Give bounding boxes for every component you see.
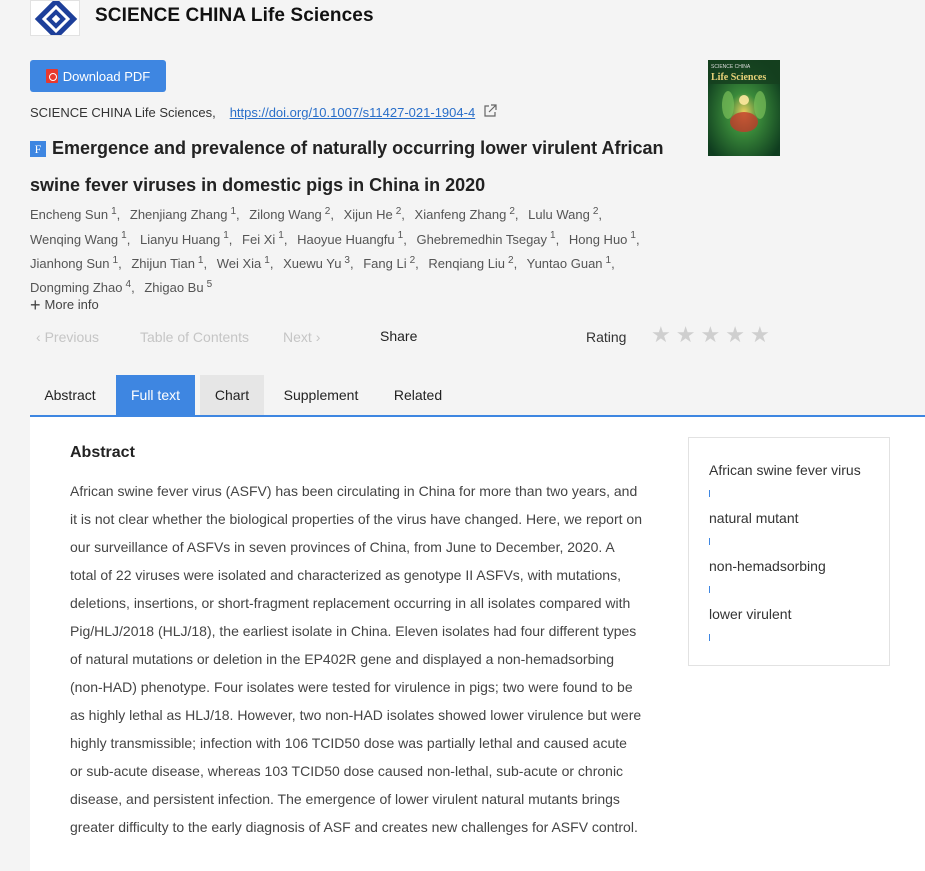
chevron-left-icon: ‹: [36, 329, 41, 345]
keyword-link[interactable]: lower virulent: [709, 606, 889, 654]
author-affiliation: 1: [550, 230, 556, 242]
author-name: Lianyu Huang: [139, 231, 221, 247]
author-link[interactable]: Fang Li $^2$,: [363, 254, 419, 271]
download-pdf-button[interactable]: [30, 60, 166, 92]
author-list: [30, 201, 650, 298]
author-affiliation: 1: [397, 230, 404, 242]
author-link[interactable]: Yuntao Guan $^1$,: [526, 254, 615, 271]
author-name: Encheng Sun: [30, 207, 109, 223]
author-name: Wei Xia: [216, 255, 262, 271]
next-label: Next: [283, 329, 312, 345]
author-link[interactable]: Fei Xi $^1$,: [242, 230, 288, 247]
author-link[interactable]: Xijun He $^2$,: [343, 206, 405, 223]
article-title: [30, 130, 690, 204]
author-name: Lulu Wang: [528, 207, 590, 223]
journal-title[interactable]: SCIENCE CHINA Life Sciences: [95, 5, 374, 26]
author-name: Zhenjiang Zhang: [129, 207, 228, 223]
author-name: Fei Xi: [242, 231, 276, 247]
author-link[interactable]: Encheng Sun $^1$,: [30, 206, 121, 223]
table-of-contents-link[interactable]: Table of Contents: [140, 329, 249, 345]
author-affiliation: 1: [230, 206, 237, 217]
author-name: Xijun He: [343, 207, 393, 223]
author-affiliation: 1: [197, 254, 204, 266]
tab-abstract[interactable]: Abstract: [44, 387, 96, 403]
author-link[interactable]: Ghebremedhin Tsegay $^1$,: [416, 230, 560, 247]
author-link[interactable]: Haoyue Huangfu $^1$,: [297, 230, 407, 247]
author-affiliation: 1: [278, 230, 284, 242]
keyword-link[interactable]: African swine fever virus: [709, 462, 889, 510]
author-affiliation: 3: [344, 254, 350, 266]
author-name: Wenqing Wang: [30, 231, 119, 247]
article-title-text: Emergence and prevalence of naturally occurring lower virulent African swine fever viruses in domestic pigs in China in 2020: [30, 138, 664, 195]
citation-journal: SCIENCE CHINA Life Sciences,: [30, 105, 216, 120]
download-pdf-label: Download PDF: [62, 68, 151, 84]
author-name: Hong Huo: [568, 231, 628, 247]
author-name: Renqiang Liu: [428, 255, 506, 271]
keyword-link[interactable]: non-hemadsorbing: [709, 558, 889, 606]
author-name: Xianfeng Zhang: [414, 207, 507, 223]
author-link[interactable]: Lianyu Huang $^1$,: [139, 230, 233, 247]
author-affiliation: 2: [324, 206, 331, 217]
author-link[interactable]: Zhijun Tian $^1$,: [131, 254, 208, 271]
doi-link[interactable]: https://doi.org/10.1007/s11427-021-1904-4: [229, 105, 476, 120]
author-link[interactable]: Xuewu Yu $^3$,: [283, 254, 354, 271]
author-affiliation: 5: [206, 278, 213, 290]
author-link[interactable]: Renqiang Liu $^2$,: [428, 254, 518, 271]
cover-title-main: Life Sciences: [711, 72, 767, 83]
article-nav: [0, 322, 925, 348]
author-affiliation: 4: [125, 278, 132, 290]
keyword-link[interactable]: natural mutant: [709, 510, 889, 558]
keywords-panel: [688, 437, 890, 666]
next-link[interactable]: [283, 329, 320, 345]
more-info-label: More info: [44, 297, 99, 312]
chevron-right-icon: ›: [315, 329, 321, 345]
rating-label: Rating: [586, 329, 627, 345]
star-icon[interactable]: ★: [651, 322, 671, 347]
author-link[interactable]: Xianfeng Zhang $^2$,: [414, 206, 519, 223]
abstract-heading: Abstract: [70, 444, 135, 461]
author-affiliation: 1: [605, 254, 612, 266]
author-affiliation: 2: [508, 254, 514, 266]
abstract-text: African swine fever virus (ASFV) has been circulating in China for more than two years, and it is not clear whether the biological properties of the virus have changed. Here, we report on our surveillance of ASFVs in seven provinces of China, from June to December, 2020. A total of 22 viruses were isolated and characterized as genotype II ASFVs, with mutations, deletions, insertions, or short-fragment replacement occurring in all isolates compared with Pig/HLJ/2018 (HLJ/18), the earliest isolate in China. Eleven isolates had four different types of natural mutations or deletion in the EP402R gene and displayed a non-hemadsorbing (non-HAD) phenotype. Four isolates were tested for virulence in pigs; two were found to be as highly lethal as HLJ/18. However, two non-HAD isolates showed lower virulence but were highly transmissible; infection with 106 TCID50 dose was partially lethal and caused acute or sub-acute disease, whereas 103 TCID50 dose caused non-lethal, sub-acute or chronic disease, and persistent infection. The emergence of lower virulent natural mutants brings greater difficulty to the early diagnosis of ASF and creates new challenges for ASFV control.: [70, 483, 642, 835]
journal-logo-icon[interactable]: [30, 0, 80, 36]
author-link[interactable]: Jianhong Sun $^1$,: [30, 254, 122, 271]
article-content: [30, 417, 925, 871]
external-link-icon[interactable]: [483, 104, 497, 121]
tab-supplement[interactable]: Supplement: [283, 387, 359, 403]
author-link[interactable]: [144, 280, 212, 295]
author-affiliation: 1: [264, 254, 270, 266]
rating-stars: [651, 324, 770, 346]
cover-title-top: SCIENCE CHINA: [711, 64, 751, 70]
author-name: Xuewu Yu: [283, 255, 342, 271]
article-badge: F: [30, 141, 46, 157]
author-name: Jianhong Sun: [30, 255, 110, 271]
author-affiliation: 1: [111, 206, 117, 217]
pdf-icon: [46, 69, 58, 83]
author-affiliation: 2: [395, 206, 402, 217]
author-link[interactable]: Wenqing Wang $^1$,: [30, 230, 131, 247]
author-affiliation: 2: [509, 206, 515, 217]
star-icon[interactable]: ★: [725, 322, 745, 347]
author-name: Zhijun Tian: [131, 255, 195, 271]
author-link[interactable]: Zilong Wang $^2$,: [249, 206, 334, 223]
author-name: Ghebremedhin Tsegay: [416, 231, 548, 247]
plus-icon: +: [30, 294, 41, 315]
author-affiliation: 1: [630, 230, 636, 242]
previous-link[interactable]: [36, 329, 99, 345]
author-link[interactable]: Dongming Zhao $^4$,: [30, 278, 135, 296]
star-icon[interactable]: ★: [675, 322, 696, 347]
author-affiliation: 1: [121, 230, 127, 242]
author-name: Yuntao Guan: [526, 255, 603, 271]
author-link[interactable]: Zhenjiang Zhang $^1$,: [129, 206, 240, 223]
author-link[interactable]: Lulu Wang $^2$,: [528, 206, 603, 223]
author-affiliation: 2: [592, 206, 599, 217]
author-link[interactable]: Hong Huo $^1$,: [568, 230, 640, 247]
tab-related[interactable]: Related: [393, 387, 443, 403]
star-icon[interactable]: ★: [749, 322, 770, 347]
author-name: Zhigao Bu: [144, 280, 204, 296]
author-name: Haoyue Huangfu: [297, 231, 395, 247]
author-affiliation: 1: [223, 230, 229, 242]
tab-chart[interactable]: Chart: [200, 375, 264, 415]
author-affiliation: 1: [112, 254, 119, 266]
share-button[interactable]: Share: [380, 328, 418, 344]
previous-label: Previous: [44, 329, 100, 345]
author-name: Zilong Wang: [249, 207, 322, 223]
content-tabs: [30, 375, 925, 417]
author-name: Fang Li: [363, 255, 407, 271]
star-icon[interactable]: ★: [700, 322, 721, 347]
author-affiliation: 2: [409, 254, 416, 266]
author-link[interactable]: Wei Xia $^1$,: [216, 254, 274, 271]
citation-line: [30, 104, 497, 121]
author-name: Dongming Zhao: [30, 280, 123, 296]
journal-cover-image[interactable]: [708, 60, 780, 156]
more-info-toggle[interactable]: [30, 294, 99, 315]
tab-full-text[interactable]: Full text: [116, 375, 195, 415]
